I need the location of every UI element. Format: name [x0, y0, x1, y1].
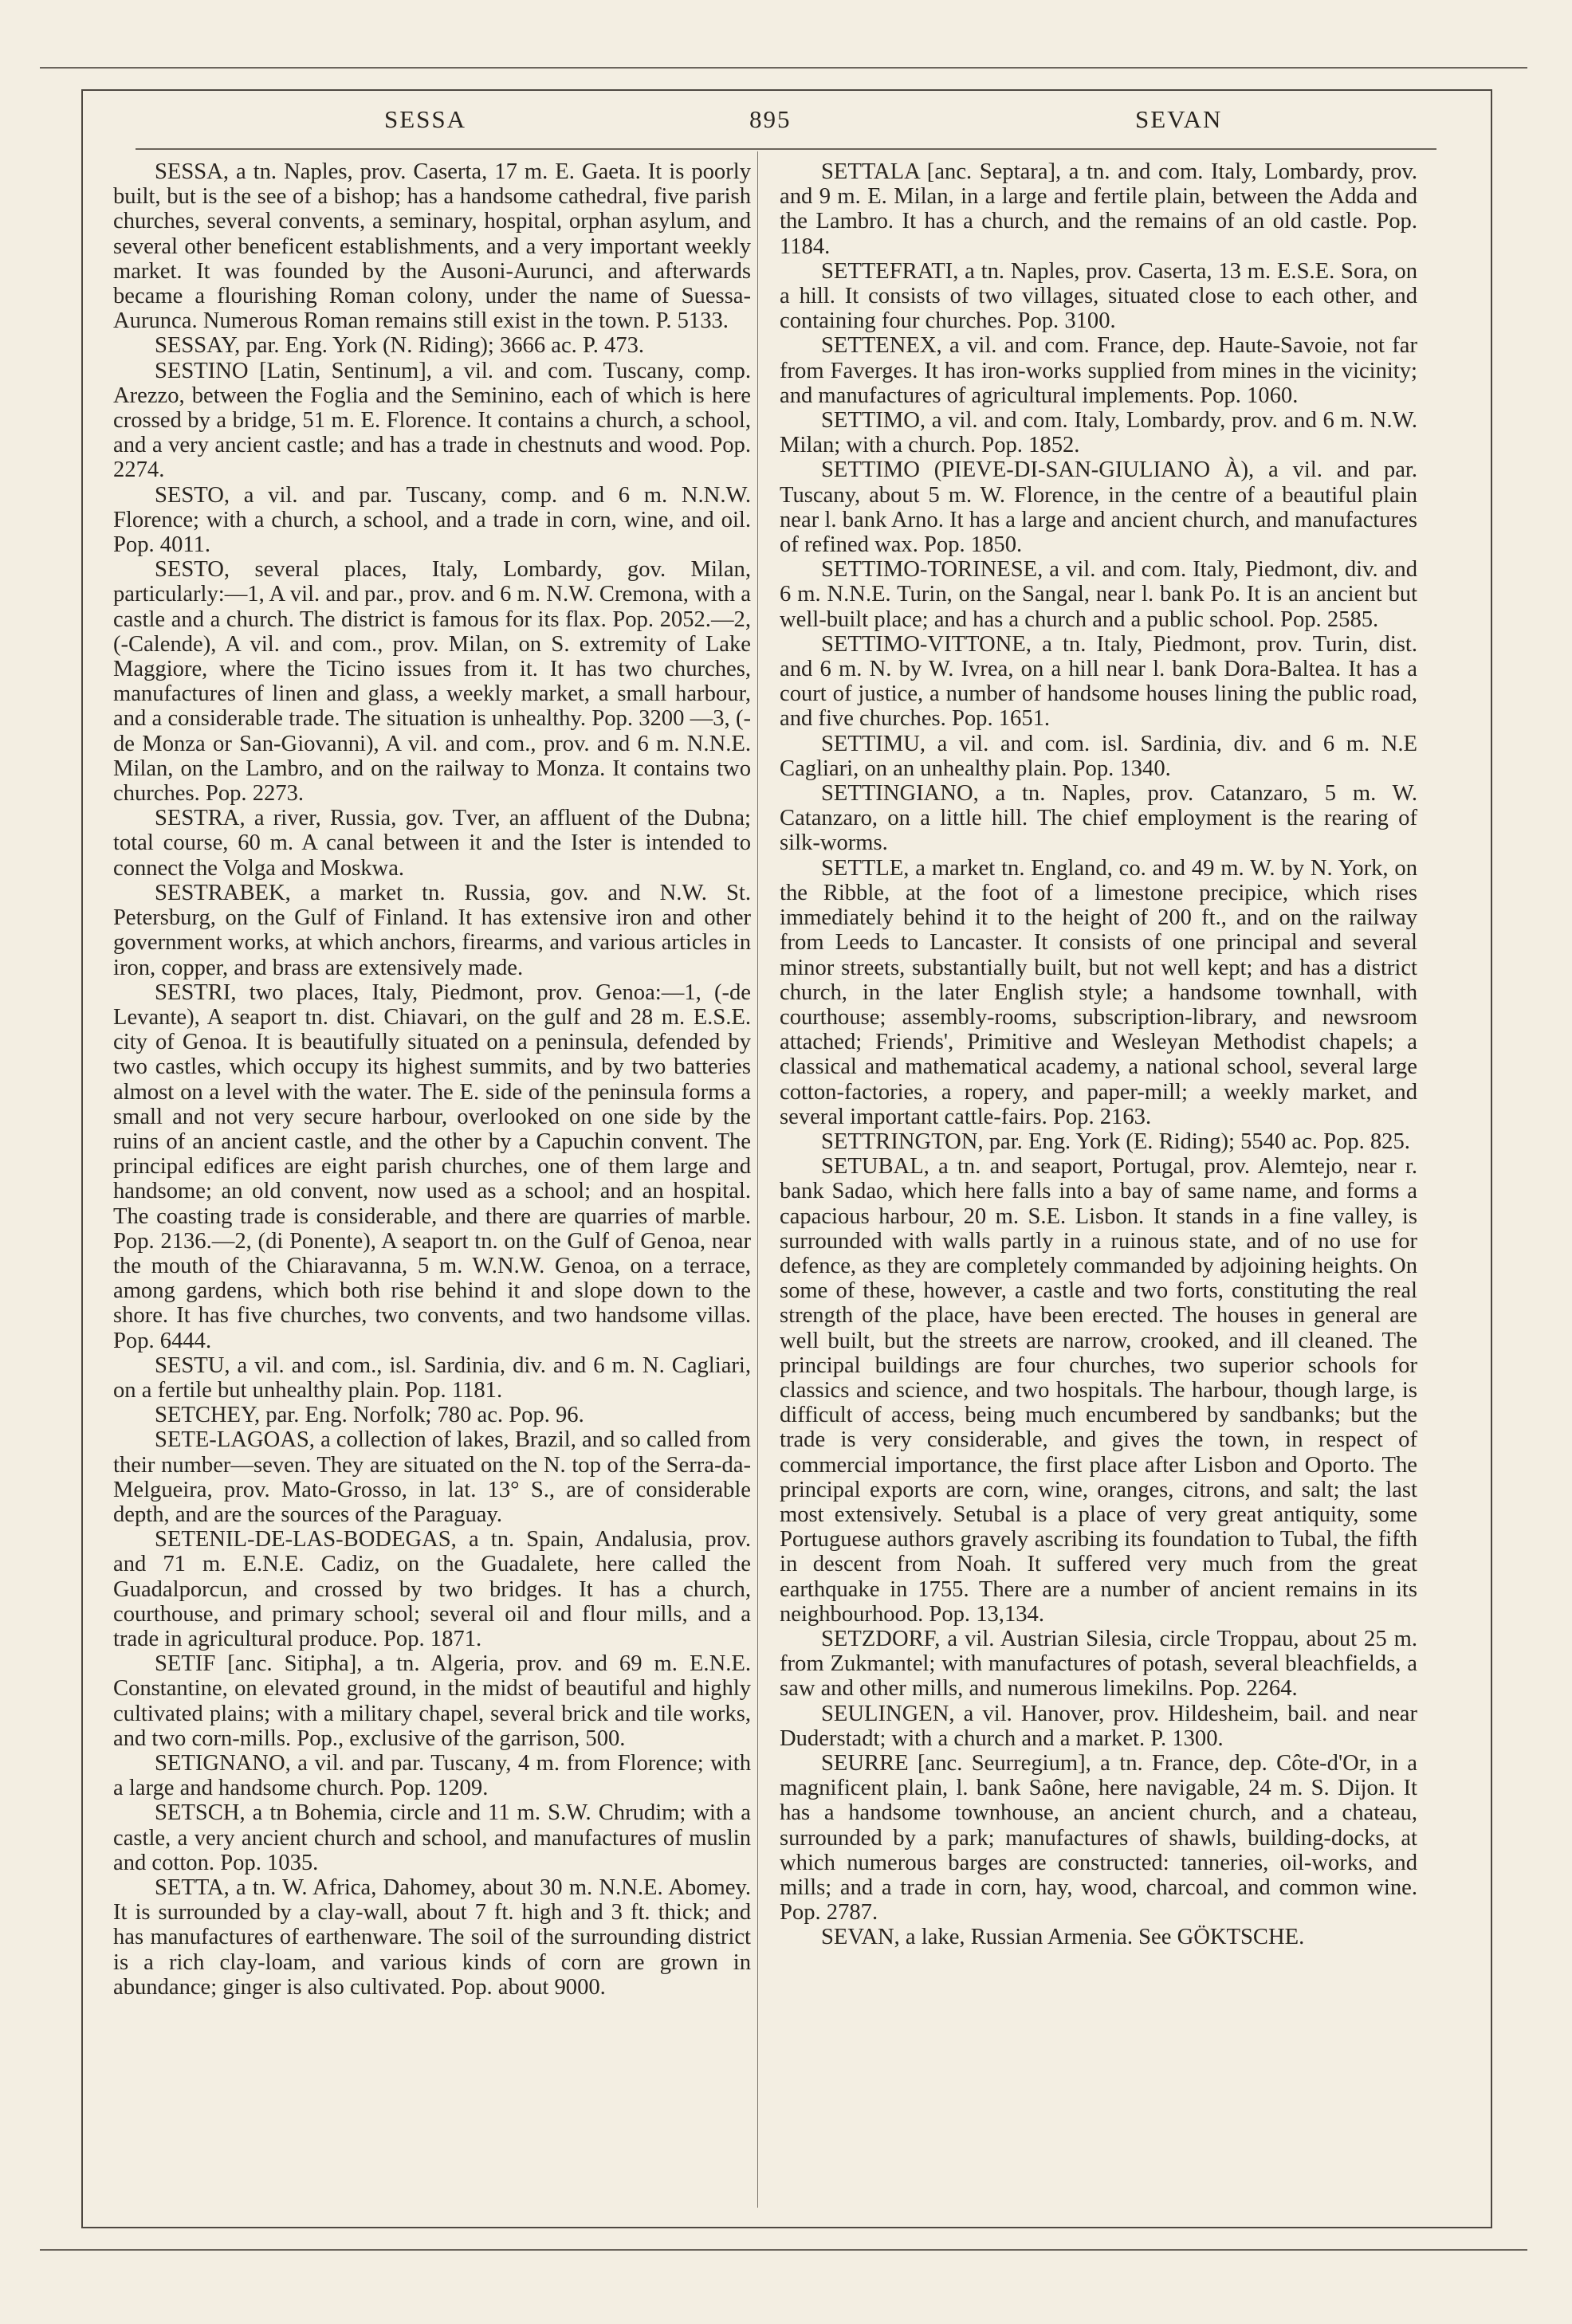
entry-sestra: SESTRA, a river, Russia, gov. Tver, an affluent of the Dubna; total course, 60 m. A canal between it and the Ister is intended to connect the Volga and Moskwa.: [113, 806, 751, 881]
entry-setta: SETTA, a tn. W. Africa, Dahomey, about 30 m. N.N.E. Abomey. It is surrounded by a clay-wall, about 7 ft. high and 3 ft. thick; and has manufactures of earthenware. The soil of the surrounding district is a rich clay-loam, and various kinds of corn are grown in abundance; ginger is also cultivated. Pop. about 9000.: [113, 1875, 751, 2000]
entry-sestino: SESTINO [Latin, Sentinum], a vil. and com. Tuscany, comp. Arezzo, between the Foglia and the Seminino, each of which is here crossed by a bridge, 51 m. E. Florence. It contains a church, a school, and a very ancient castle; and has a trade in chestnuts and wood. Pop. 2274.: [113, 358, 751, 483]
entry-sestri: SESTRI, two places, Italy, Piedmont, prov. Genoa:—1, (-de Levante), A seaport tn. dist. Chiavari, on the gulf and 28 m. E.S.E. city of Genoa. It is beautifully situated on a peninsula, defended by two castles, which occupy its highest summits, and by two batteries almost on a level with the water. The E. side of the peninsula forms a small and not very secure harbour, overlooked on one side by the ruins of an ancient castle, and the other by a Capuchin convent. The principal edifices are eight parish churches, one of them large and handsome; an old convent, now used as a school; and an hospital. The coasting trade is considerable, and there are quarries of marble. Pop. 2136.—2, (di Ponente), A seaport tn. on the Gulf of Genoa, near the mouth of the Chiaravanna, 5 m. W.N.W. Genoa, on a terrace, among gardens, which both rise behind it and slope down to the shore. It has five churches, two convents, and two handsome villas. Pop. 6444.: [113, 979, 751, 1353]
right-column: [780, 159, 1417, 1950]
entry-setif: SETIF [anc. Sitipha], a tn. Algeria, prov. and 69 m. E.N.E. Constantine, on elevated ground, in the midst of beautiful and highly cultivated plains; with a military chapel, several brick and tile works, and two corn-mills. Pop., exclusive of the garrison, 500.: [113, 1651, 751, 1751]
entry-sessay: SESSAY, par. Eng. York (N. Riding); 3666 ac. P. 473.: [155, 333, 645, 359]
entry-settimo-torinese: SETTIMO-TORINESE, a vil. and com. Italy, Piedmont, div. and 6 m. N.N.E. Turin, on the Sangal, near l. bank Po. It is an ancient but well-built place; and has a church and a public school. Pop. 2585.: [780, 557, 1417, 632]
page-number: 895: [749, 105, 792, 133]
header-left-word: SESSA: [384, 105, 467, 133]
entry-setzdorf: SETZDORF, a vil. Austrian Silesia, circle Troppau, about 25 m. from Zukmantel; with manufactures of potash, several bleachfields, a saw and other mills, and numerous limekilns. Pop. 2264.: [780, 1626, 1417, 1702]
entry-sesto-tuscany: SESTO, a vil. and par. Tuscany, comp. and 6 m. N.N.W. Florence; with a church, a school, and a trade in corn, wine, and oil. Pop. 4011.: [113, 482, 751, 558]
entry-setubal: SETUBAL, a tn. and seaport, Portugal, prov. Alemtejo, near r. bank Sadao, which here falls into a bay of same name, and forms a capacious harbour, 20 m. S.E. Lisbon. It stands in a fine valley, is surrounded with walls partly in a ruinous state, and of no use for defence, as they are completely commanded by adjoining heights. On some of these, however, a castle and two forts, constituting the real strength of the place, have been erected. The houses in general are well built, but the streets are narrow, crooked, and ill cleaned. The principal buildings are four churches, two superior schools for classics and science, and two hospitals. The harbour, though large, is difficult of access, being much encumbered by sandbanks; but the trade is very considerable, and gives the town, in respect of commercial importance, the first place after Lisbon and Oporto. The principal exports are corn, wine, oranges, citrons, and salt; the last most extensively. Setubal is a place of very great antiquity, some Portuguese authors gravely ascribing its foundation to Tubal, the fifth in descent from Noah. It suffered very much from the great earthquake in 1755. There are a number of ancient remains in its neighbourhood. Pop. 13,134.: [780, 1154, 1417, 1627]
entry-settimo-pieve: SETTIMO (PIEVE-DI-SAN-GIULIANO À), a vil. and par. Tuscany, about 5 m. W. Florence, in the centre of a beautiful plain near l. bank Arno. It has a large and ancient church, and manufactures of refined wax. Pop. 1850.: [780, 457, 1417, 558]
entry-settrington: SETTRINGTON, par. Eng. York (E. Riding); 5540 ac. Pop. 825.: [821, 1129, 1410, 1154]
entry-sessa: SESSA, a tn. Naples, prov. Caserta, 17 m. E. Gaeta. It is poorly built, but is the see of a bishop; has a handsome cathedral, five parish churches, several convents, a seminary, hospital, orphan asylum, and several other beneficent establishments, and a very important weekly market. It was founded by the Ausoni-Aurunci, and afterwards became a flourishing Roman colony, under the name of Suessa-Aurunca. Numerous Roman remains still exist in the town. P. 5133.: [113, 159, 751, 334]
entry-settle: SETTLE, a market tn. England, co. and 49 m. W. by N. York, on the Ribble, at the foot of a limestone precipice, which rises immediately behind it to the height of 200 ft., and on the railway from Leeds to Lancaster. It consists of one principal and several minor streets, substantially built, but not well kept; and has a district church, in the later English style; a handsome townhall, with courthouse; assembly-rooms, subscription-library, and newsroom attached; Friends', Primitive and Wesleyan Methodist chapels; a classical and mathematical academy, a national school, several large cotton-factories, a ropery, and paper-mill; a weekly market, and several important cattle-fairs. Pop. 2163.: [780, 855, 1417, 1129]
entry-settimo: SETTIMO, a vil. and com. Italy, Lombardy, prov. and 6 m. N.W. Milan; with a church. Pop. 1852.: [780, 408, 1417, 458]
entry-settingiano: SETTINGIANO, a tn. Naples, prov. Catanzaro, 5 m. W. Catanzaro, on a little hill. The chief employment is the rearing of silk-worms.: [780, 781, 1417, 856]
entry-settala: SETTALA [anc. Septara], a tn. and com. Italy, Lombardy, prov. and 9 m. E. Milan, in a large and fertile plain, between the Adda and the Lambro. It has a church, and the remains of an old castle. Pop. 1184.: [780, 159, 1417, 259]
entry-setignano: SETIGNANO, a vil. and par. Tuscany, 4 m. from Florence; with a large and handsome church. Pop. 1209.: [113, 1751, 751, 1801]
entry-seurre: SEURRE [anc. Seurregium], a tn. France, dep. Côte-d'Or, in a magnificent plain, l. bank Saône, here navigable, 24 m. S. Dijon. It has a handsome townhouse, an ancient church, and a chateau, surrounded by a park; manufactures of shawls, building-docks, at which numerous barges are constructed: tanneries, oil-works, and mills; and a trade in corn, hay, wood, charcoal, and common wine. Pop. 2787.: [780, 1751, 1417, 1926]
left-column: [113, 159, 751, 2000]
entry-setchey: SETCHEY, par. Eng. Norfolk; 780 ac. Pop. 96.: [155, 1403, 584, 1428]
entry-setenil: SETENIL-DE-LAS-BODEGAS, a tn. Spain, Andalusia, prov. and 71 m. E.N.E. Cadiz, on the Guadalete, here called the Guadalporcun, and crossed by two bridges. It has a church, courthouse, and primary school; several oil and flour mills, and a trade in agricultural produce. Pop. 1871.: [113, 1527, 751, 1651]
entry-seulingen: SEULINGEN, a vil. Hanover, prov. Hildesheim, bail. and near Duderstadt; with a church and a market. P. 1300.: [780, 1701, 1417, 1751]
entry-sevan: SEVAN, a lake, Russian Armenia. See GÖKTSCHE.: [821, 1925, 1305, 1950]
entry-sete-lagoas: SETE-LAGOAS, a collection of lakes, Brazil, and so called from their number—seven. They are situated on the N. top of the Serra-da-Melgueira, prov. Mato-Grosso, in lat. 13° S., are of considerable depth, and are the sources of the Paraguay.: [113, 1427, 751, 1527]
entry-settimu: SETTIMU, a vil. and com. isl. Sardinia, div. and 6 m. N.E Cagliari, on an unhealthy plain. Pop. 1340.: [780, 731, 1417, 781]
entry-sestu: SESTU, a vil. and com., isl. Sardinia, div. and 6 m. N. Cagliari, on a fertile but unhealthy plain. Pop. 1181.: [113, 1352, 751, 1403]
running-header: [81, 97, 1489, 145]
entry-setsch: SETSCH, a tn Bohemia, circle and 11 m. S.W. Chrudim; with a castle, a very ancient church and school, and manufactures of muslin and cotton. Pop. 1035.: [113, 1800, 751, 1875]
header-right-word: SEVAN: [1135, 105, 1223, 133]
entry-sestrabek: SESTRABEK, a market tn. Russia, gov. and N.W. St. Petersburg, on the Gulf of Finland. It has extensive iron and other government works, at which anchors, firearms, and various articles in iron, copper, and brass are extensively made.: [113, 880, 751, 980]
entry-settefrati: SETTEFRATI, a tn. Naples, prov. Caserta, 13 m. E.S.E. Sora, on a hill. It consists of two villages, situated close to each other, and containing four churches. Pop. 3100.: [780, 258, 1417, 334]
entry-sesto-lombardy: SESTO, several places, Italy, Lombardy, gov. Milan, particularly:—1, A vil. and par., prov. and 6 m. N.W. Cremona, with a castle and a church. The district is famous for its flax. Pop. 2052.—2, (-Calende), A vil. and com., prov. Milan, on S. extremity of Lake Maggiore, where the Ticino issues from it. It has two churches, manufactures of linen and glass, a weekly market, a small harbour, and a considerable trade. The situation is unhealthy. Pop. 3200 —3, (-de Monza or San-Giovanni), A vil. and com., prov. and 6 m. N.N.E. Milan, on the Lambro, and on the railway to Monza. It contains two churches. Pop. 2273.: [113, 557, 751, 807]
entry-settenex: SETTENEX, a vil. and com. France, dep. Haute-Savoie, not far from Faverges. It has iron-works supplied from mines in the vicinity; and manufactures of agricultural implements. Pop. 1060.: [780, 333, 1417, 408]
entry-settimo-vittone: SETTIMO-VITTONE, a tn. Italy, Piedmont, prov. Turin, dist. and 6 m. N. by W. Ivrea, on a hill near l. bank Dora-Baltea. It has a court of justice, a number of handsome houses lining the public road, and five churches. Pop. 1651.: [780, 631, 1417, 732]
header-rule: [136, 148, 1436, 150]
column-divider: [757, 151, 758, 2208]
